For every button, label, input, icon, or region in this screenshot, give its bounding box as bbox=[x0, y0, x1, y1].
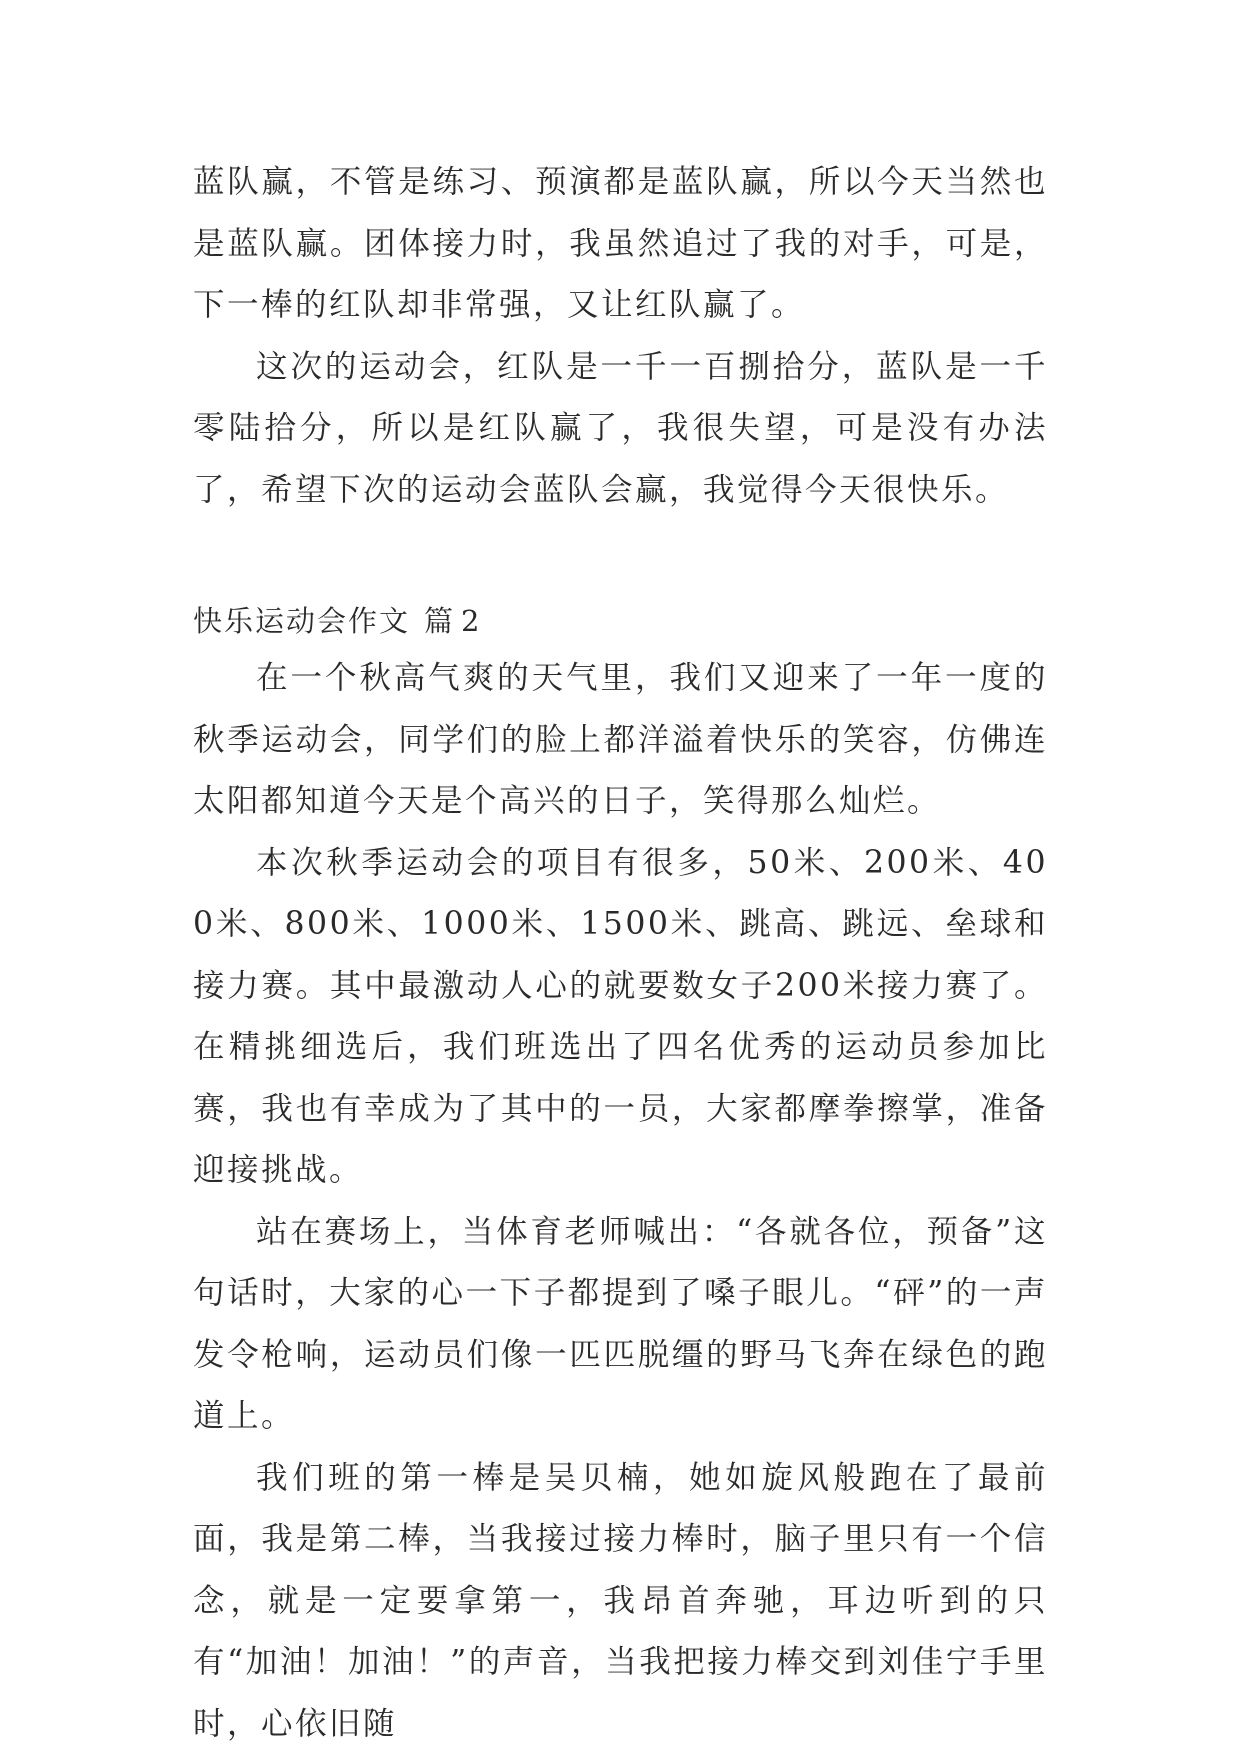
section-title: 快乐运动会作文 bbox=[193, 604, 410, 638]
body-paragraph: 我们班的第一棒是吴贝楠，她如旋风般跑在了最前面，我是第二棒，当我接过接力棒时，脑子里只有一个信念，就是一定要拿第一，我昂首奔驰，耳边听到的只有“加油！加油！”的声音，当我把接力棒交到刘佳宁手里时，心依旧随 bbox=[193, 1448, 1048, 1755]
body-paragraph: 在一个秋高气爽的天气里，我们又迎来了一年一度的秋季运动会，同学们的脸上都洋溢着快乐的笑容，仿佛连太阳都知道今天是个高兴的日子，笑得那么灿烂。 bbox=[193, 648, 1048, 833]
section-heading bbox=[193, 594, 1048, 648]
body-paragraph: 站在赛场上，当体育老师喊出：“各就各位，预备”这句话时，大家的心一下子都提到了嗓子眼儿。“砰”的一声发令枪响，运动员们像一匹匹脱缰的野马飞奔在绿色的跑道上。 bbox=[193, 1202, 1048, 1448]
body-paragraph: 本次秋季运动会的项目有很多，50米、200米、400米、800米、1000米、1500米、跳高、跳远、垒球和接力赛。其中最激动人心的就要数女子200米接力赛了。在精挑细选后，我们班选出了四名优秀的运动员参加比赛，我也有幸成为了其中的一员，大家都摩拳擦掌，准备迎接挑战。 bbox=[193, 833, 1048, 1202]
body-paragraph: 这次的运动会，红队是一千一百捌拾分，蓝队是一千零陆拾分，所以是红队赢了，我很失望，可是没有办法了，希望下次的运动会蓝队会赢，我觉得今天很快乐。 bbox=[193, 337, 1048, 522]
body-paragraph: 蓝队赢，不管是练习、预演都是蓝队赢，所以今天当然也是蓝队赢。团体接力时，我虽然追过了我的对手，可是，下一棒的红队却非常强，又让红队赢了。 bbox=[193, 152, 1048, 337]
section-part-number: 2 bbox=[461, 604, 481, 638]
section-part-label: 篇 bbox=[424, 604, 455, 638]
